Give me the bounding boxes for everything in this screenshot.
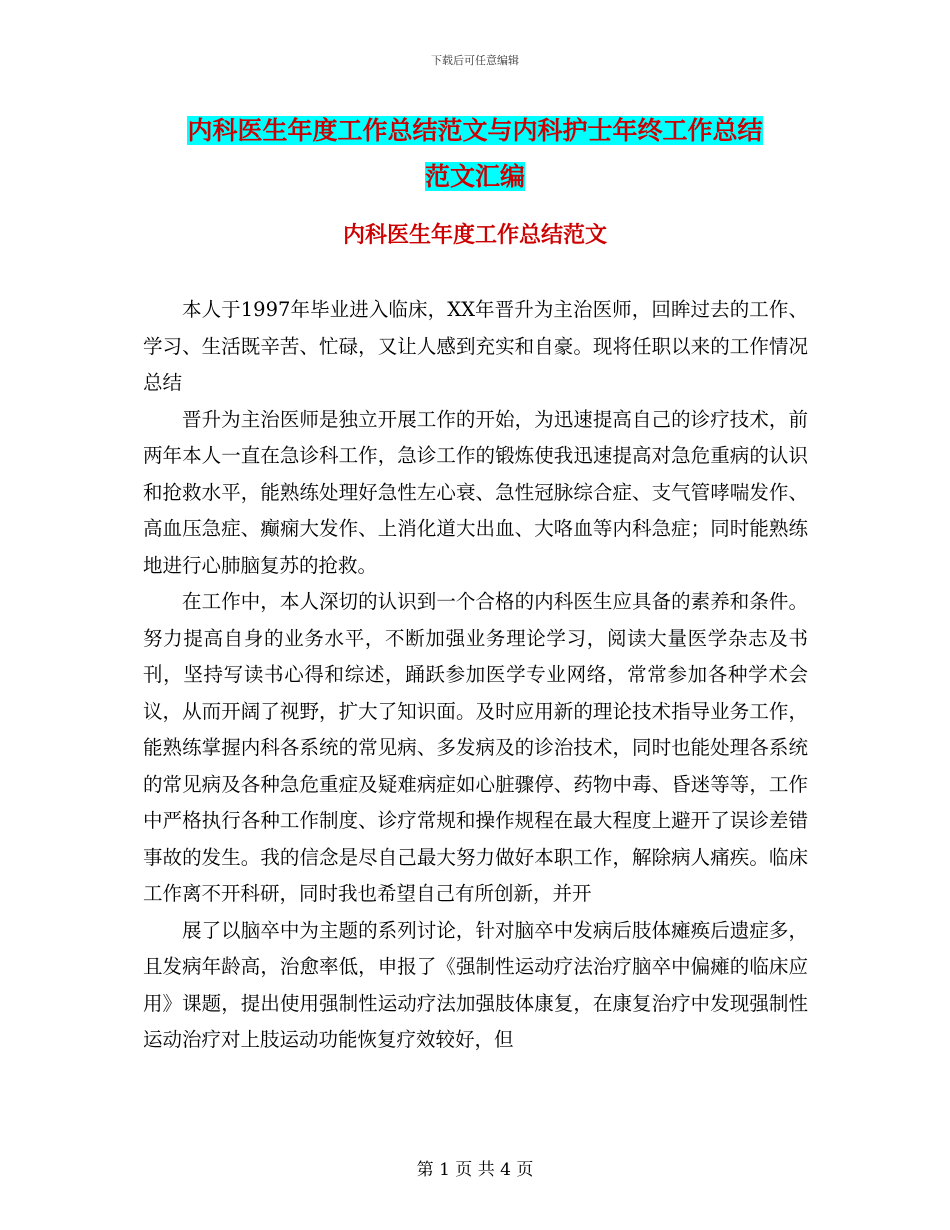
document-title-line-2: 范文汇编 — [424, 162, 525, 191]
page-number: 第 1 页 共 4 页 — [416, 1160, 534, 1180]
page-header-note: 下载后可任意编辑 — [431, 54, 519, 67]
document-title — [130, 108, 820, 200]
section-title: 内科医生年度工作总结范文 — [342, 223, 607, 248]
paragraph-3: 在工作中，本人深切的认识到一个合格的内科医生应具备的素养和条件。努力提高自身的业务水平，不断加强业务理论学习，阅读大量医学杂志及书刊，坚持写读书心得和综述，踊跃参加医学专业网络，常常参加各种学术会议，从而开阔了视野，扩大了知识面。及时应用新的理论技术指导业务工作，能熟练掌握内科各系统的常见病、多发病及的诊治技术，同时也能处理各系统的常见病及各种急危重症及疑难病症如心脏骤停、药物中毒、昏迷等等，工作中严格执行各种工作制度、诊疗常规和操作规程在最大程度上避开了误诊差错事故的发生。我的信念是尽自己最大努力做好本职工作，解除病人痛疾。临床工作离不开科研，同时我也希望自己有所创新，并开 — [143, 590, 808, 905]
paragraph-4: 展了以脑卒中为主题的系列讨论，针对脑卒中发病后肢体瘫痪后遗症多，且发病年龄高，治愈率低，申报了《强制性运动疗法治疗脑卒中偏瘫的临床应用》课题，提出使用强制性运动疗法加强肢体康复，在康复治疗中发现强制性运动治疗对上肢运动功能恢复疗效较好，但 — [143, 918, 808, 1051]
document-body — [143, 292, 808, 1059]
paragraph-2: 晋升为主治医师是独立开展工作的开始，为迅速提高自己的诊疗技术，前两年本人一直在急诊科工作，急诊工作的锻炼使我迅速提高对急危重病的认识和抢救水平，能熟练处理好急性左心衰、急性冠脉综合症、支气管哮喘发作、高血压急症、癫痫大发作、上消化道大出血、大咯血等内科急症；同时能熟练地进行心肺脑复苏的抢救。 — [143, 407, 808, 577]
paragraph-1: 本人于1997年毕业进入临床，XX年晋升为主治医师，回眸过去的工作、学习、生活既辛苦、忙碌，又让人感到充实和自豪。现将任职以来的工作情况总结 — [143, 298, 808, 394]
document-title-line-1: 内科医生年度工作总结范文与内科护士年终工作总结 — [187, 116, 763, 145]
